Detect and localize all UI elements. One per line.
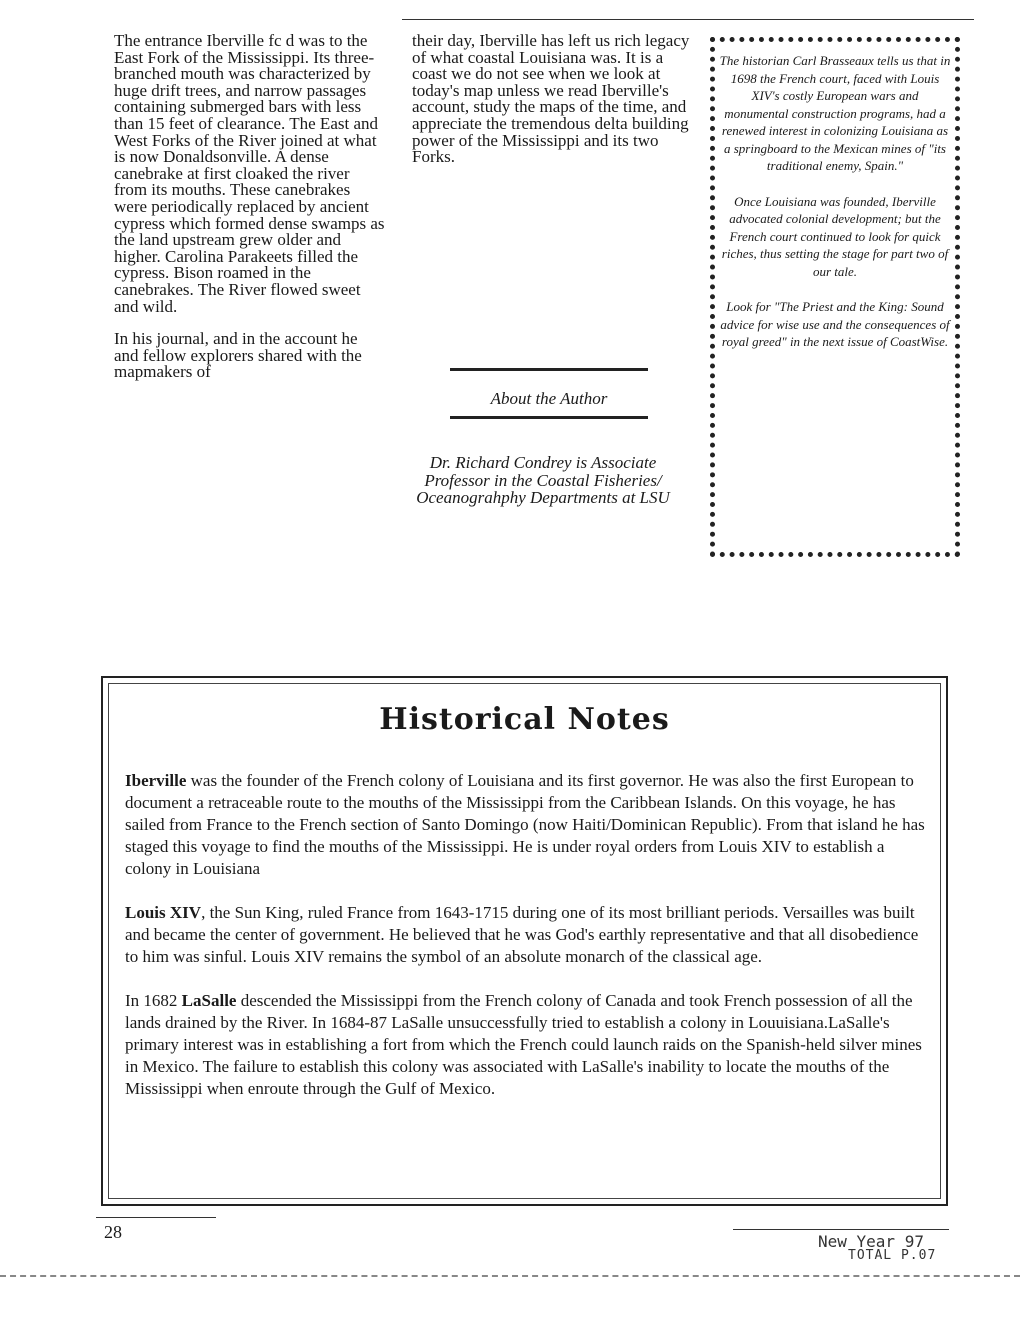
about-author-heading: About the Author <box>490 389 608 408</box>
page-number: 28 <box>104 1222 122 1242</box>
note-entry-lasalle <box>125 990 932 1100</box>
footer-rule-left <box>96 1217 216 1218</box>
sidebar-paragraph: The historian Carl Brasseaux tells us that in 1698 the French court, faced with Louis XIV's costly European wars and monumental construction programs, had a renewed interest in colonizing Louisiana as a springboard to the Mexican mines of "its traditional enemy, Spain." <box>719 53 951 173</box>
note-lead: Iberville <box>125 771 187 790</box>
historical-notes-title: Historical Notes <box>379 702 670 737</box>
about-author-body: Dr. Richard Condrey is Associate Professor in the Coastal Fisheries/ Oceanograhphy Departments at LSU <box>416 453 670 508</box>
article-paragraph: their day, Iberville has left us rich legacy of what coastal Louisiana was. It is a coast we do not see when we look at today's map unless we read Iberville's account, study the maps of the time, and appreciate the tremendous delta building power of the Mississippi and its two Forks. <box>412 31 690 167</box>
note-lead: Louis XIV <box>125 903 202 922</box>
note-prefix: In 1682 <box>125 991 182 1010</box>
fax-page-mark: TOTAL P.07 <box>848 1248 937 1263</box>
historical-notes-body <box>125 770 932 1122</box>
article-column-2 <box>412 33 692 182</box>
note-entry-iberville <box>125 770 932 880</box>
article-paragraph: The entrance Iberville fc d was to the East Fork of the Mississippi. Its three-branched mouth was characterized by huge drift trees, and narrow passages containing submerged bars with less than 15 feet of clearance. The East and West Forks of the River joined at what is now Donaldsonville. A dense canebrake at first cloaked the river from its mouths. These canebrakes were periodically replaced by ancient cypress which formed dense swamps as the land upstream grew older and higher. Carolina Parakeets filled the cypress. Bison roamed in the canebrakes. The River flowed sweet and wild. <box>114 31 385 316</box>
sidebar-box <box>710 37 960 557</box>
note-text: was the founder of the French colony of Louisiana and its first governor. He was also the first European to document a retraceable route to the mouths of the Mississippi from the Caribbean Islands. On this voyage, he has sailed from France to the French section of Santo Domingo (now Haiti/Dominican Republic). From that island he has staged this voyage to find the mouths of the Mississippi. He is under royal orders from Louis XIV to establish a colony in Louisiana <box>125 771 925 878</box>
author-rule-bottom <box>450 416 648 419</box>
article-column-1 <box>114 33 386 397</box>
column-top-rule <box>402 19 974 20</box>
sidebar-paragraph: Look for "The Priest and the King: Sound advice for wise use and the consequences of royal greed" in the next issue of CoastWise. <box>720 299 950 349</box>
note-entry-louis-xiv <box>125 902 932 968</box>
issue-label: New Year 97 <box>818 1232 924 1251</box>
note-lead: LaSalle <box>181 991 237 1010</box>
note-text: , the Sun King, ruled France from 1643-1715 during one of its most brilliant periods. Versailles was built and became the center of government. He believed that he was God's earthly representative and that all disobedience to him was sinful. Louis XIV remains the symbol of an absolute monarch of the classical age. <box>125 903 919 966</box>
sidebar-paragraph: Once Louisiana was founded, Iberville advocated colonial development; but the French court continued to look for quick riches, thus setting the stage for part two of our tale. <box>721 193 949 279</box>
historical-notes-box <box>101 676 948 1206</box>
footer-rule-right <box>733 1229 949 1230</box>
fax-perforation-line <box>0 1275 1020 1277</box>
historical-notes-inner-frame <box>108 683 941 1199</box>
article-paragraph: In his journal, and in the account he and fellow explorers shared with the mapmakers of <box>114 329 362 382</box>
note-text: descended the Mississippi from the French colony of Canada and took French possession of all the lands drained by the River. In 1684-87 LaSalle unsuccessfully tried to establish a colony in Louuisiana.LaSalle's primary interest was in establishing a fort from which the French could launch raids on the Spanish-held silver mines in Mexico. The failure to establish this colony was associated with LaSalle's inability to locate the mouths of the Mississippi when enroute through the Gulf of Mexico. <box>125 991 922 1098</box>
author-rule-top <box>450 368 648 371</box>
